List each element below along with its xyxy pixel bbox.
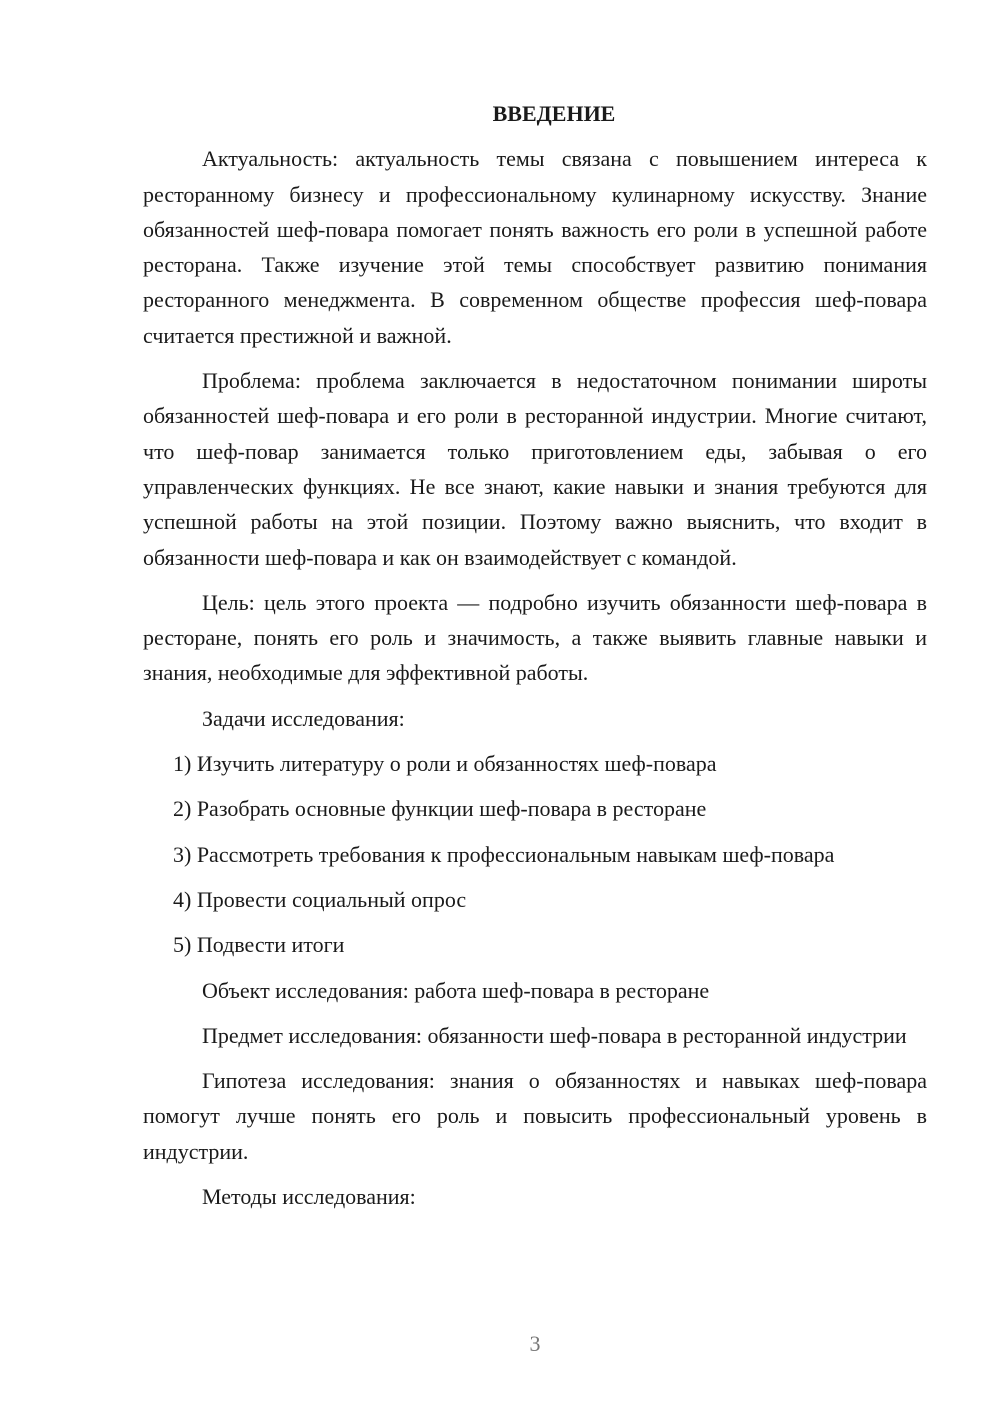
task-item: 1) Изучить литературу о роли и обязанностях шеф-повара <box>173 751 717 777</box>
problem-paragraph: Проблема: проблема заключается в недостаточном понимании широты обязанностей шеф-повара и его роли в ресторанной индустрии. Многие считают, что шеф-повар занимается только приготовлением еды, забывая о его управленческих функциях. Не все знают, какие навыки и знания требуются для успешной работы на этой позиции. Поэтому важно выяснить, что входит в обязанности шеф-повара и как он взаимодействует с командой. <box>143 368 927 570</box>
section-heading: ВВЕДЕНИЕ <box>492 101 616 126</box>
subject-paragraph: Предмет исследования: обязанности шеф-повара в ресторанной индустрии <box>202 1022 907 1048</box>
task-item: 2) Разобрать основные функции шеф-повара в ресторане <box>173 796 707 822</box>
goal-paragraph: Цель: цель этого проекта — подробно изучить обязанности шеф-повара в ресторане, понять его роль и значимость, а также выявить главные навыки и знания, необходимые для эффективной работы. <box>143 589 927 686</box>
tasks-title: Задачи исследования: <box>202 705 405 731</box>
relevance-paragraph: Актуальность: актуальность темы связана с повышением интереса к ресторанному бизнесу и профессиональному кулинарному искусству. Знание обязанностей шеф-повара помогает понять важность его роли в успешной работе ресторана. Также изучение этой темы способствует развитию понимания ресторанного менеджмента. В современном обществе профессия шеф-повара считается престижной и важной. <box>143 146 927 348</box>
object-paragraph: Объект исследования: работа шеф-повара в ресторане <box>202 977 710 1003</box>
task-item: 3) Рассмотреть требования к профессиональным навыкам шеф-повара <box>173 841 835 867</box>
task-item: 4) Провести социальный опрос <box>173 886 467 912</box>
tasks-list <box>143 746 927 962</box>
task-item: 5) Подвести итоги <box>173 932 345 958</box>
hypothesis-paragraph: Гипотеза исследования: знания о обязанностях и навыках шеф-повара помогут лучше понять его роль и повысить профессиональный уровень в индустрии. <box>143 1068 927 1164</box>
methods-title: Методы исследования: <box>202 1184 416 1210</box>
page-number: 3 <box>529 1331 541 1356</box>
